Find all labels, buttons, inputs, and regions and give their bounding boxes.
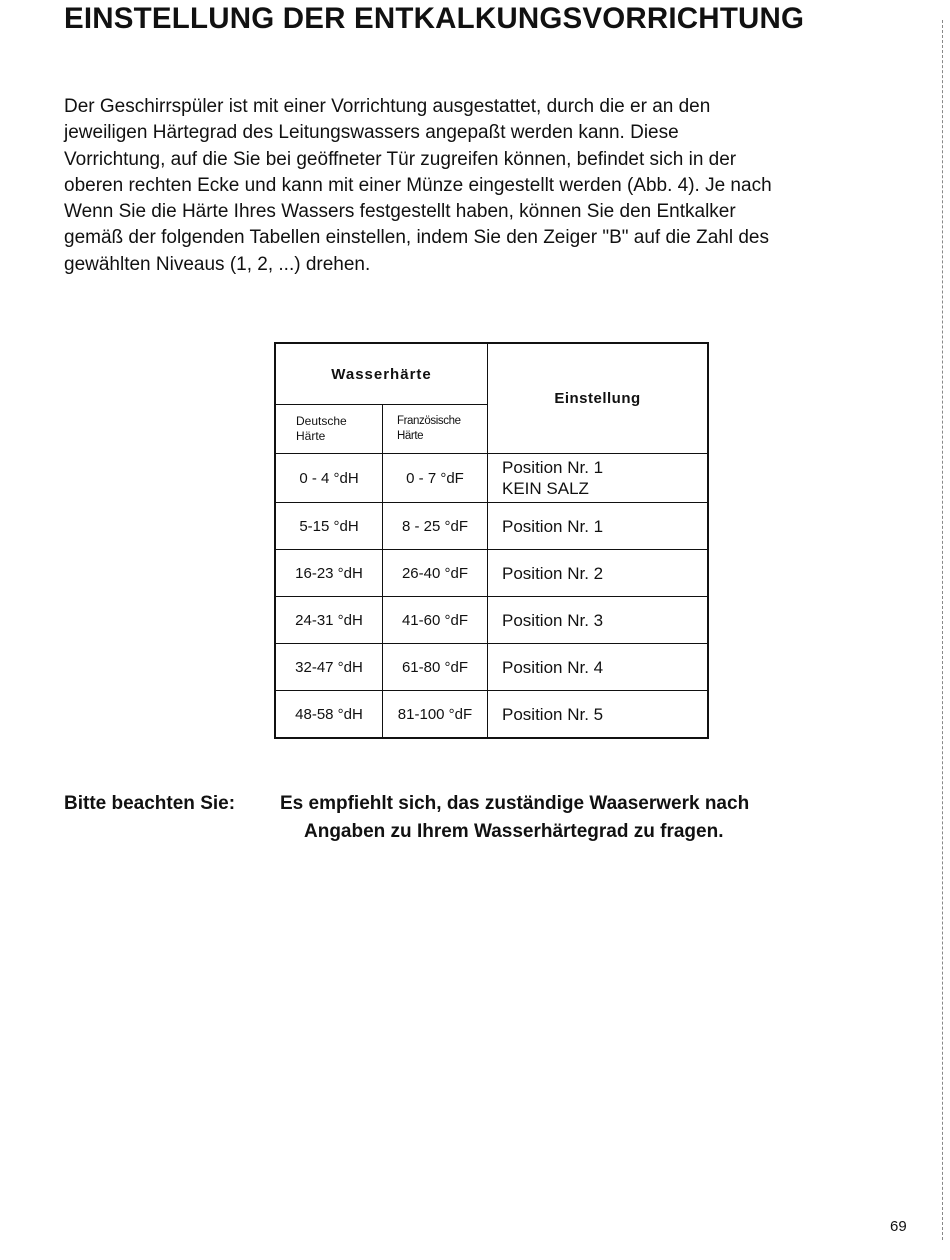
german-hardness-header-line: Härte <box>296 429 326 443</box>
note-line: Es empfiehlt sich, das zuständige Waaserwerk nach <box>280 793 750 814</box>
table-row <box>275 503 708 550</box>
note-text <box>280 790 880 846</box>
setting-cell: Position Nr. 1 <box>488 503 709 550</box>
french-hardness-cell: 41-60 °dF <box>383 597 488 644</box>
table-header-row <box>275 343 708 405</box>
intro-line: gewählten Niveaus (1, 2, ...) drehen. <box>64 253 371 275</box>
german-hardness-cell: 16-23 °dH <box>275 550 383 597</box>
setting-cell: Position Nr. 3 <box>488 597 709 644</box>
table-row <box>275 644 708 691</box>
setting-cell: Position Nr. 4 <box>488 644 709 691</box>
intro-line: Vorrichtung, auf die Sie bei geöffneter Tür zugreifen können, befindet sich in der <box>64 148 737 170</box>
german-hardness-cell: 5-15 °dH <box>275 503 383 550</box>
setting-cell: Position Nr. 2 <box>488 550 709 597</box>
setting-header: Einstellung <box>488 343 709 454</box>
page-edge-divider <box>942 20 943 1240</box>
setting-line: KEIN SALZ <box>502 479 589 498</box>
intro-line: jeweiligen Härtegrad des Leitungswassers angepaßt werden kann. Diese <box>64 122 679 144</box>
intro-line: Der Geschirrspüler ist mit einer Vorrichtung ausgestattet, durch die er an den <box>64 96 711 117</box>
french-hardness-header-line: Französische <box>397 415 461 427</box>
water-hardness-header: Wasserhärte <box>275 343 488 405</box>
french-hardness-cell: 8 - 25 °dF <box>383 503 488 550</box>
table-row <box>275 454 708 503</box>
french-hardness-cell: 81-100 °dF <box>383 691 488 739</box>
german-hardness-cell: 0 - 4 °dH <box>275 454 383 503</box>
german-hardness-cell: 32-47 °dH <box>275 644 383 691</box>
french-hardness-cell: 0 - 7 °dF <box>383 454 488 503</box>
page-number: 69 <box>890 1218 907 1235</box>
note-line: Angaben zu Ihrem Wasserhärtegrad zu fragen. <box>304 821 724 842</box>
german-hardness-header <box>275 405 383 454</box>
intro-line: Wenn Sie die Härte Ihres Wassers festgestellt haben, können Sie den Entkalker <box>64 201 736 223</box>
french-hardness-header-line: Härte <box>397 430 424 442</box>
french-hardness-cell: 26-40 °dF <box>383 550 488 597</box>
french-hardness-header <box>383 405 488 454</box>
table-row <box>275 597 708 644</box>
table-row <box>275 550 708 597</box>
note-label: Bitte beachten Sie: <box>64 793 236 814</box>
page-title: EINSTELLUNG DER ENTKALKUNGSVORRICHTUNG <box>64 2 805 35</box>
setting-cell: Position Nr. 5 <box>488 691 709 739</box>
setting-line: Position Nr. 1 <box>502 458 604 477</box>
german-hardness-cell: 24-31 °dH <box>275 597 383 644</box>
german-hardness-cell: 48-58 °dH <box>275 691 383 739</box>
intro-line: oberen rechten Ecke und kann mit einer Münze eingestellt werden (Abb. 4). Je nach <box>64 174 772 196</box>
table-row <box>275 691 708 739</box>
intro-line: gemäß der folgenden Tabellen einstellen, indem Sie den Zeiger "B" auf die Zahl des <box>64 227 769 249</box>
intro-paragraph <box>64 94 914 278</box>
french-hardness-cell: 61-80 °dF <box>383 644 488 691</box>
german-hardness-header-line: Deutsche <box>296 414 347 428</box>
setting-cell <box>488 454 709 503</box>
water-hardness-table <box>274 342 709 739</box>
